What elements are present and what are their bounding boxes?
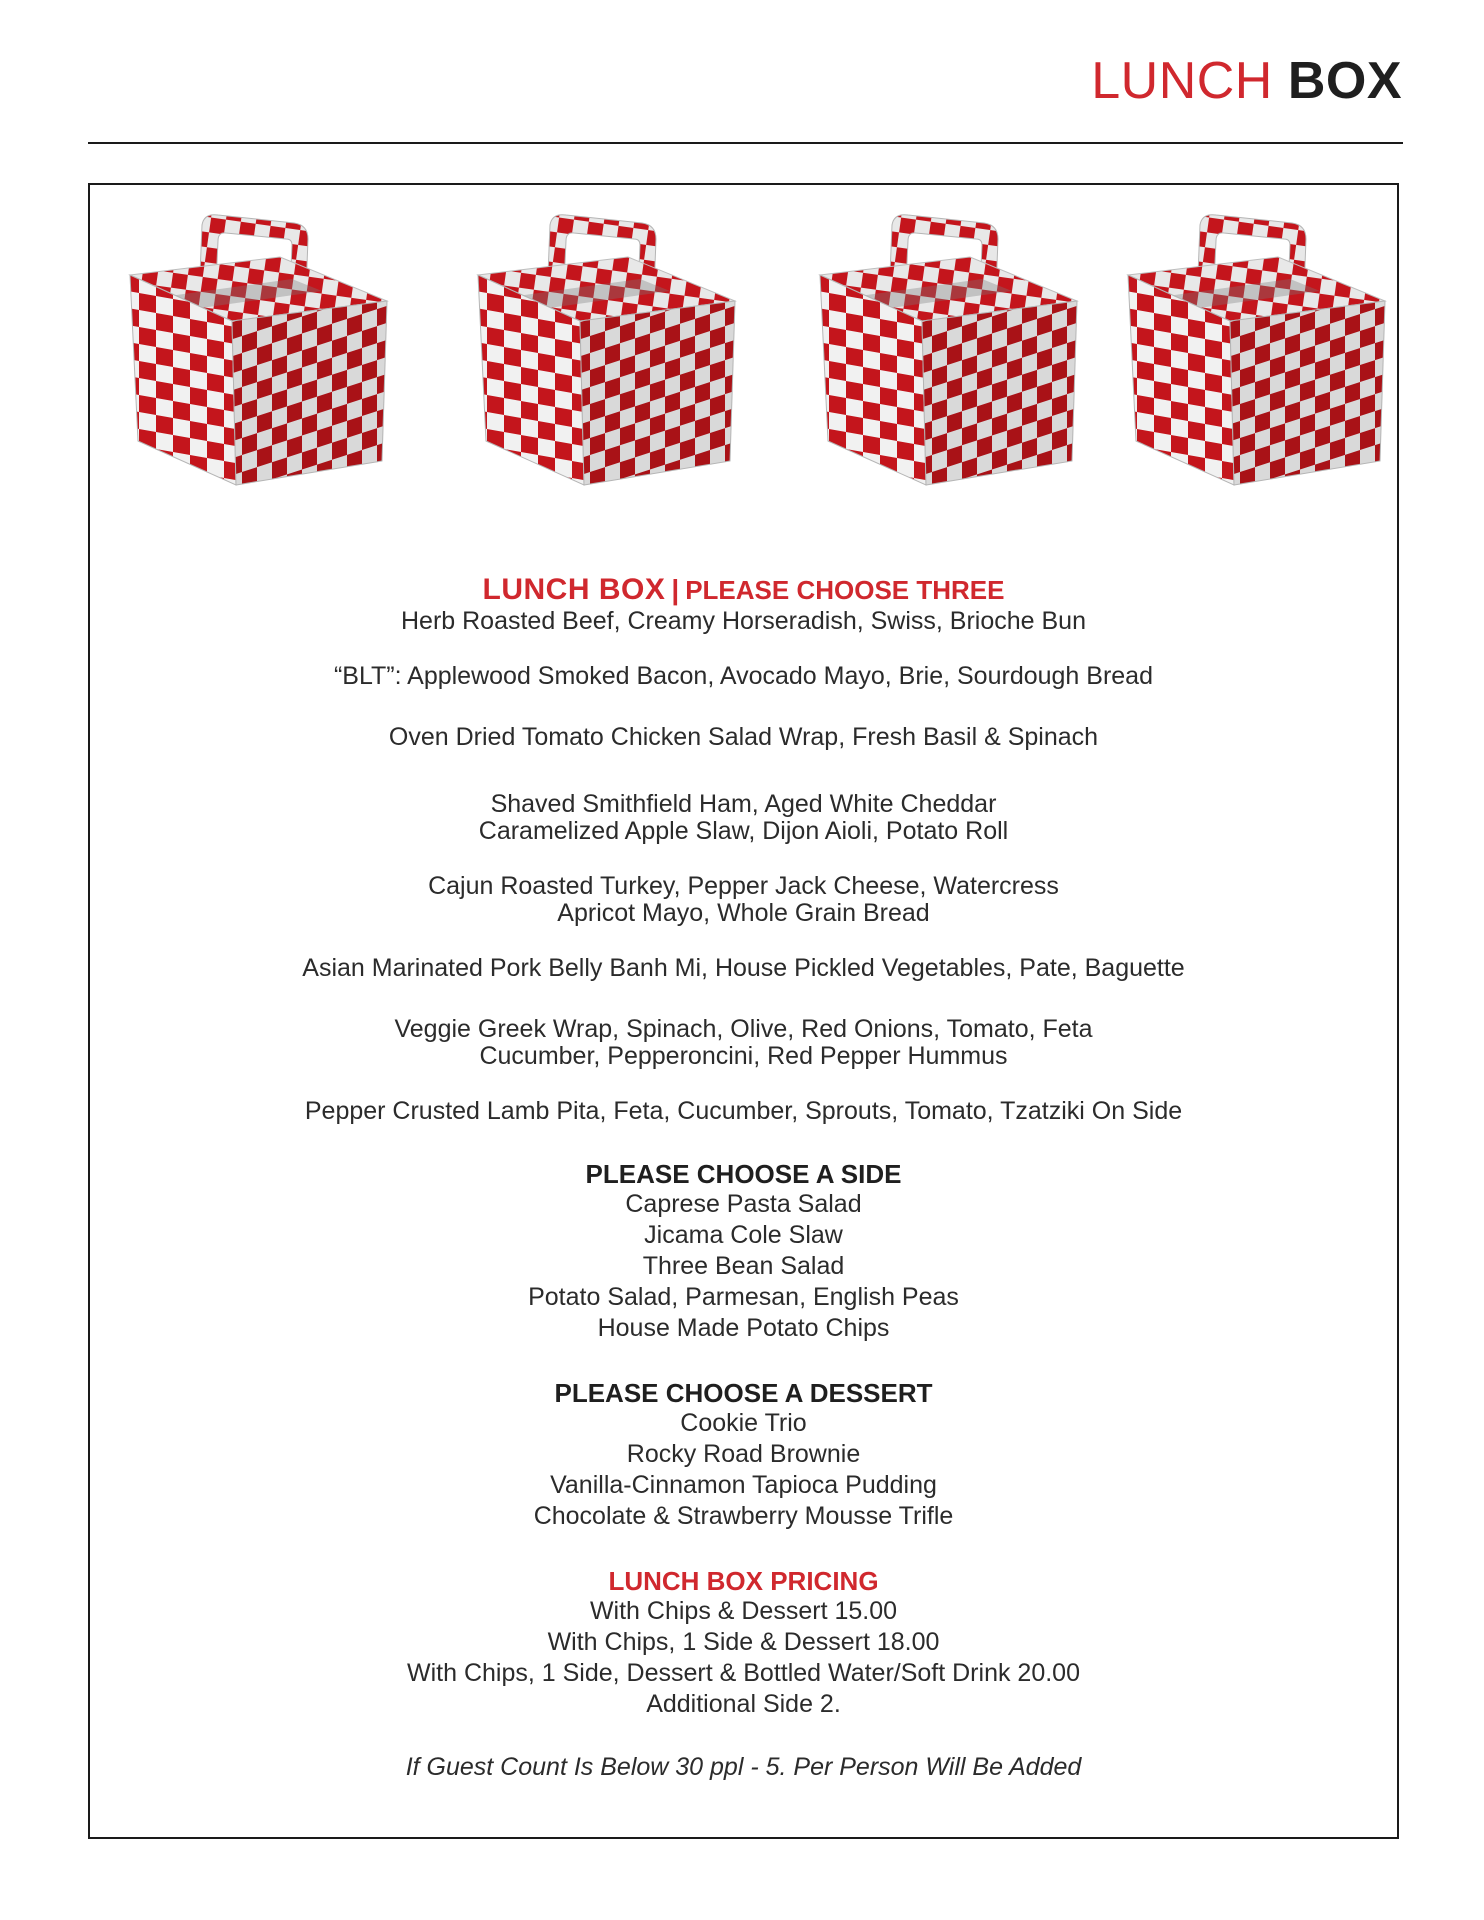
- header-divider: [88, 142, 1403, 144]
- checkered-lunch-box-icon: [470, 205, 740, 495]
- dessert-item-2: Rocky Road Brownie: [626, 1440, 861, 1468]
- checkered-lunch-box-icon: [122, 205, 392, 495]
- page-title: [1091, 48, 1402, 114]
- dessert-item-1: Cookie Trio: [680, 1409, 807, 1437]
- side-item-3: Three Bean Salad: [642, 1252, 845, 1280]
- sandwich-item-1: Herb Roasted Beef, Creamy Horseradish, Swiss, Brioche Bun: [400, 607, 1086, 635]
- sandwich-item-7-line-2: Cucumber, Pepperoncini, Red Pepper Hummus: [479, 1042, 1008, 1070]
- pricing-item-4: Additional Side 2.: [646, 1690, 841, 1718]
- pricing-item-1: With Chips & Dessert 15.00: [589, 1597, 898, 1625]
- sandwich-item-5: [88, 873, 1399, 927]
- guest-count-note: If Guest Count Is Below 30 ppl - 5. Per Person Will Be Added: [405, 1753, 1082, 1781]
- page-title-box: BOX: [1287, 52, 1402, 110]
- sandwich-item-5-line-2: Apricot Mayo, Whole Grain Bread: [557, 899, 930, 927]
- checkered-lunch-box-icon: [1120, 205, 1390, 495]
- side-item-1: Caprese Pasta Salad: [625, 1190, 862, 1218]
- lunch-box-heading: [88, 572, 1399, 608]
- menu-content: [88, 572, 1399, 1781]
- lunch-box-heading-main: LUNCH BOX: [482, 573, 666, 606]
- sandwich-item-3: Oven Dried Tomato Chicken Salad Wrap, Fresh Basil & Spinach: [388, 723, 1099, 751]
- sandwich-item-4-line-2: Caramelized Apple Slaw, Dijon Aioli, Potato Roll: [478, 817, 1009, 845]
- sandwich-item-7: [88, 1016, 1399, 1070]
- pricing-heading: LUNCH BOX PRICING: [608, 1566, 879, 1596]
- lunch-box-image-3: [812, 205, 1082, 495]
- lunch-box-image-1: [122, 205, 392, 495]
- lunch-box-heading-sub: PLEASE CHOOSE THREE: [685, 575, 1005, 605]
- sandwich-item-4-line-1: Shaved Smithfield Ham, Aged White Cheddar: [490, 790, 997, 818]
- dessert-item-4: Chocolate & Strawberry Mousse Trifle: [533, 1502, 954, 1530]
- lunch-box-image-4: [1120, 205, 1390, 495]
- side-item-5: House Made Potato Chips: [597, 1314, 890, 1342]
- lunch-box-image-2: [470, 205, 740, 495]
- sides-heading: PLEASE CHOOSE A SIDE: [585, 1159, 902, 1189]
- lunch-box-images: [0, 205, 1484, 505]
- pricing-item-2: With Chips, 1 Side & Dessert 18.00: [547, 1628, 940, 1656]
- sandwich-item-5-line-1: Cajun Roasted Turkey, Pepper Jack Cheese, Watercress: [428, 872, 1059, 900]
- sandwich-item-2: “BLT”: Applewood Smoked Bacon, Avocado Mayo, Brie, Sourdough Bread: [333, 662, 1153, 690]
- pricing-item-3: With Chips, 1 Side, Dessert & Bottled Water/Soft Drink 20.00: [407, 1659, 1080, 1687]
- side-item-2: Jicama Cole Slaw: [644, 1221, 843, 1249]
- sandwich-item-7-line-1: Veggie Greek Wrap, Spinach, Olive, Red Onions, Tomato, Feta: [394, 1015, 1093, 1043]
- sandwich-item-6: Asian Marinated Pork Belly Banh Mi, House Pickled Vegetables, Pate, Baguette: [302, 954, 1185, 982]
- side-item-4: Potato Salad, Parmesan, English Peas: [528, 1283, 959, 1311]
- sandwich-item-4: [88, 791, 1399, 845]
- lunch-box-heading-separator: |: [671, 574, 680, 605]
- desserts-heading: PLEASE CHOOSE A DESSERT: [554, 1378, 933, 1408]
- dessert-item-3: Vanilla-Cinnamon Tapioca Pudding: [550, 1471, 937, 1499]
- sandwich-item-8: Pepper Crusted Lamb Pita, Feta, Cucumber, Sprouts, Tomato, Tzatziki On Side: [304, 1097, 1183, 1125]
- checkered-lunch-box-icon: [812, 205, 1082, 495]
- page-title-lunch: LUNCH: [1091, 52, 1273, 110]
